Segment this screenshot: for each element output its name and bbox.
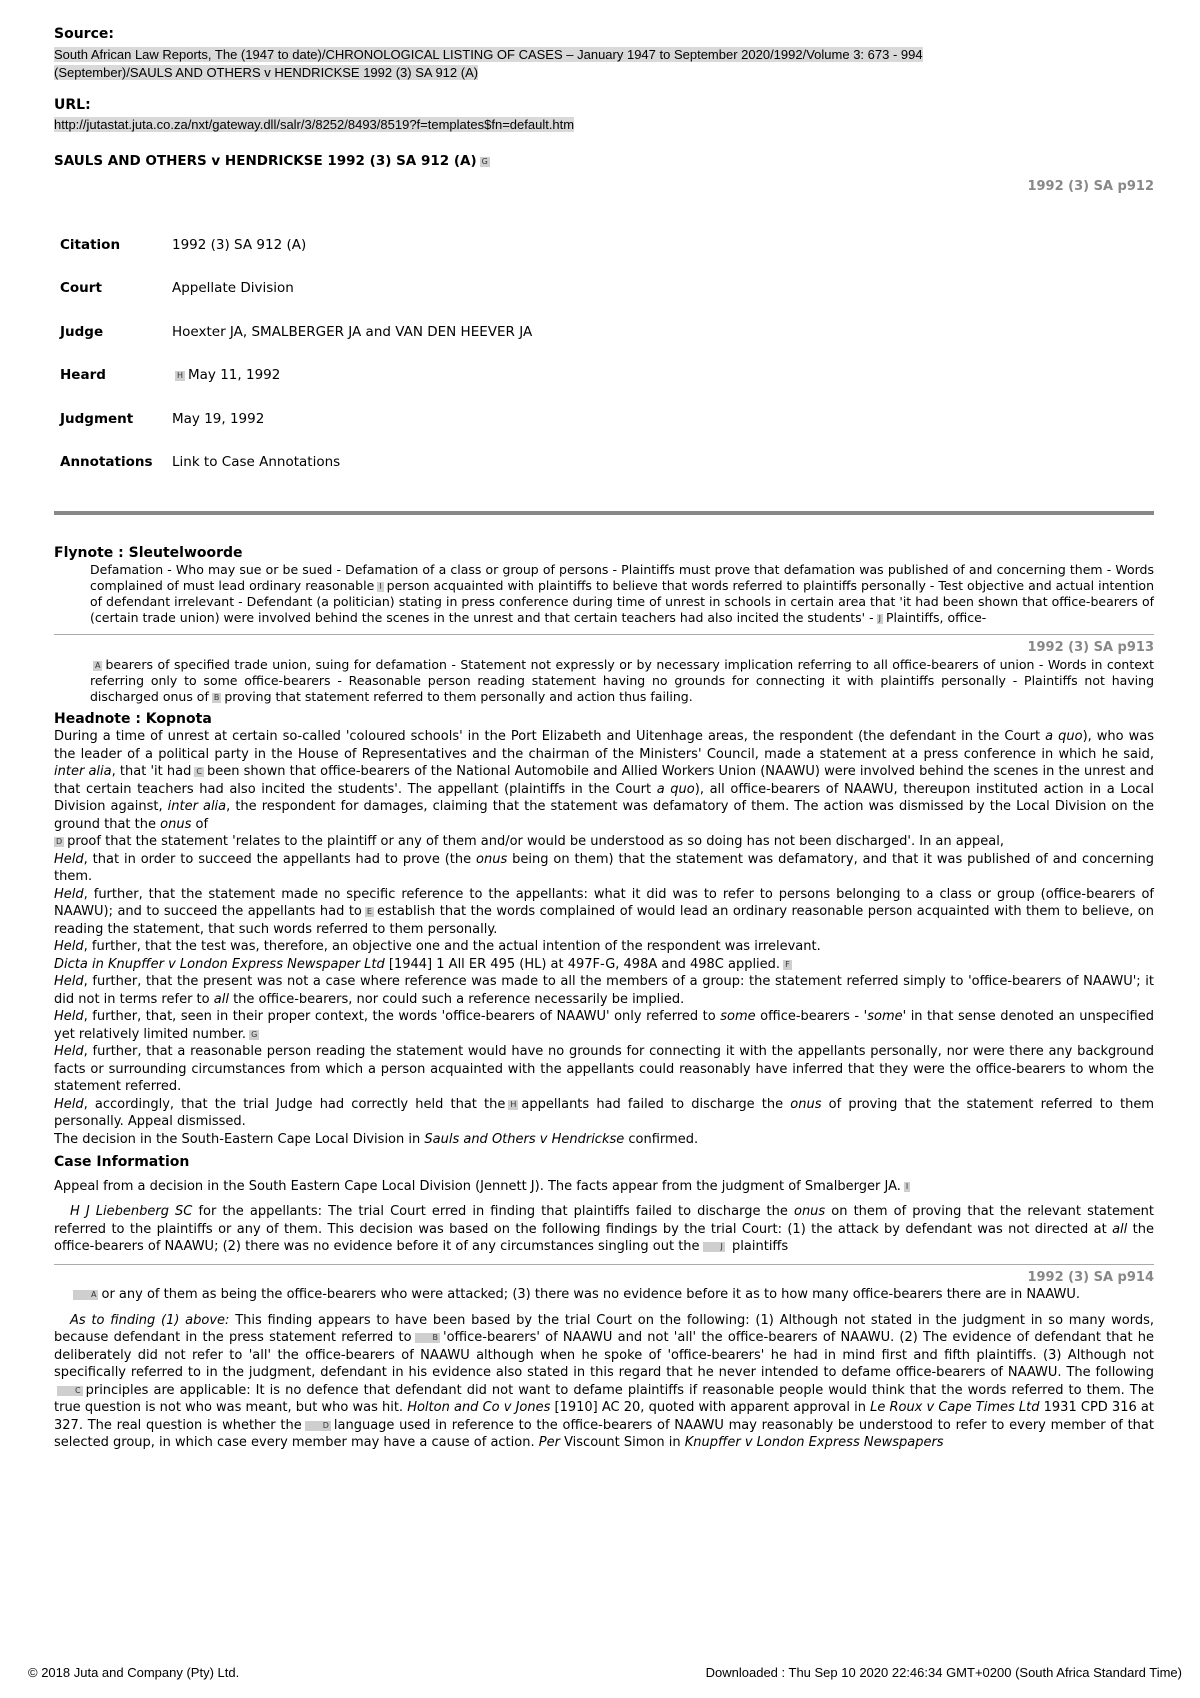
meta-row-heard: Heard H May 11, 1992 [60, 354, 532, 398]
case-info-paragraph-3: A or any of them as being the office-bearers who were attacked; (3) there was no evidence before it as to how many office-bearers there are in NAAWU. [54, 1286, 1154, 1304]
flynote-paragraph-2: A bearers of specified trade union, suing for defamation - Statement not expressly or by necessary implication referring to all office-bearers of union - Words in context referring only to some office-bearers - Reasonable person reading statement having no grounds for connecting it with plaintiffs personally - Plaintiffs not having discharged onus of B proving that statement referred to them personally and action thus failing. [90, 656, 1154, 704]
headnote-held-5: Held, further, that, seen in their proper context, the words 'office-bearers of NAAWU' only referred to some office-bearers - 'some' in that sense denoted an unspecified yet relatively limited number. G [54, 1009, 1154, 1042]
page-footer [28, 1664, 1182, 1682]
headnote-held-7: Held, accordingly, that the trial Judge had correctly held that the H appellants had failed to discharge the onus of proving that the statement referred to them personally. Appeal dismissed. [54, 1096, 1155, 1129]
source-path [54, 46, 1154, 83]
case-information-heading: Case Information [54, 1154, 190, 1170]
url-value[interactable]: http://jutastat.juta.co.za/nxt/gateway.dll/salr/3/8252/8493/8519?f=templates$fn=default.htm [54, 117, 575, 132]
headnote-paragraph-1: During a time of unrest at certain so-called 'coloured schools' in the Port Elizabeth and Uitenhage areas, the respondent (the defendant in the Court a quo), who was the leader of a political party in the House of Representatives and the chairman of the Ministers' Council, made a statement at a press conference in which he said, inter alia, that 'it had C been shown that office-bearers of the National Automobile and Allied Workers Union (NAAWU) were involved behind the scenes in the unrest and that certain teachers had also incited the students'. The appellant (plaintiffs in the Court a quo), all office-bearers of NAAWU, thereupon instituted action in a Local Division against, inter alia, the respondent for damages, claiming that the statement was defamatory of them. The action was dismissed by the Local Division on the ground that the onus of D proof that the statement 'relates to the plaintiff or any of them and/or would be understood as so doing has not been discharged'. In an appeal, [54, 729, 1155, 849]
section-divider [54, 511, 1154, 515]
page-break-rule [54, 634, 1154, 635]
headnote-held-3: Held, further, that the test was, therefore, an objective one and the actual intention of the respondent was irrelevant. [54, 939, 821, 954]
citation-value: 1992 (3) SA 912 (A) [172, 236, 307, 253]
source-line-2: (September)/SAULS AND OTHERS v HENDRICKSE 1992 (3) SA 912 (A) [54, 65, 479, 80]
copyright-text: © 2018 Juta and Company (Pty) Ltd. [28, 1665, 240, 1680]
meta-row-court: Court Appellate Division [60, 267, 532, 311]
url-label: URL: [54, 96, 91, 113]
case-info-paragraph-1: Appeal from a decision in the South Eastern Cape Local Division (Jennett J). The facts appear from the judgment of Smalberger JA. I [54, 1178, 909, 1194]
flynote-paragraph-1: Defamation - Who may sue or be sued - Defamation of a class or group of persons - Plaintiffs must prove that defamation was published of and concerning them - Words complained of must lead ordinary reasonable I person acquainted with plaintiffs to believe that words referred to plaintiffs personally - Test objective and actual intention of defendant irrelevant - Defendant (a politician) stating in press conference during time of unrest in schools in certain area that 'it had been shown that office-bearers of (certain trade union) were involved behind the scenes in the unrest and that certain teachers had also incited the students' - J Plaintiffs, office- [90, 562, 1154, 625]
page-label-913: 1992 (3) SA p913 [1027, 640, 1154, 655]
meta-row-annotations: Annotations Link to Case Annotations [60, 441, 532, 485]
page-label-912: 1992 (3) SA p912 [1027, 179, 1154, 194]
judgment-value: May 19, 1992 [172, 410, 265, 427]
headnote-held-6: Held, further, that a reasonable person reading the statement would have no grounds for connecting it with the appellants personally, nor were there any background facts or surrounding circumstances from which a person acquainted with the appellants could reasonably have inferred that they were the office-bearers to whom the statement referred. [54, 1044, 1154, 1094]
court-value: Appellate Division [172, 280, 294, 296]
headnote-held-2: Held, further, that the statement made no specific reference to the appellants: what it did was to refer to persons belonging to a class or group (office-bearers of NAAWU); and to succeed the appellants had to E establish that the words complained of would lead an ordinary reasonable person acquainted with them to believe, on reading the statement, that such words referred to them personally. [54, 886, 1154, 937]
annotations-link[interactable]: Link to Case Annotations [172, 454, 341, 470]
headnote-dicta: Dicta in Knupffer v London Express Newspaper Ltd [1944] 1 All ER 495 (HL) at 497F-G, 498A and 498C applied. F [54, 956, 790, 972]
headnote-held-4: Held, further, that the present was not a case where reference was made to all the members of a group: the statement referred simply to 'office-bearers of NAAWU'; it did not in terms refer to all the office-bearers, nor could such a reference necessarily be implied. [54, 974, 1154, 1007]
headnote-held-1: Held, that in order to succeed the appellants had to prove (the onus being on them) that the statement was defamatory, and that it was published of and concerning them. [54, 851, 1154, 884]
page-break-rule [54, 1264, 1154, 1265]
case-metadata-table [60, 224, 532, 485]
download-timestamp: Downloaded : Thu Sep 10 2020 22:46:34 GMT+0200 (South Africa Standard Time) [705, 1665, 1182, 1680]
document-page [54, 26, 1154, 1452]
meta-row-judge: Judge Hoexter JA, SMALBERGER JA and VAN DEN HEEVER JA [60, 311, 532, 355]
meta-row-citation: Citation 1992 (3) SA 912 (A) [60, 224, 532, 268]
judge-value: Hoexter JA, SMALBERGER JA and VAN DEN HEEVER JA [172, 323, 533, 340]
headnote-heading: Headnote : Kopnota [54, 710, 212, 727]
meta-row-judgment: Judgment May 19, 1992 [60, 398, 532, 442]
page-label-914: 1992 (3) SA p914 [1027, 1269, 1154, 1285]
flynote-heading: Flynote : Sleutelwoorde [54, 544, 243, 561]
source-line-1: South African Law Reports, The (1947 to date)/CHRONOLOGICAL LISTING OF CASES – January 1947 to September 2020/1992/Volume 3: 673 - 994 [54, 46, 923, 62]
page-marker: H [177, 371, 184, 380]
page-marker: G [481, 156, 488, 166]
case-info-paragraph-4: As to finding (1) above: This finding appears to have been based by the trial Court on the following: (1) Although not stated in the judgment in so many words, because defendant in the press statement referred to B 'office-bearers' of NAAWU and not 'all' the office-bearers of NAAWU. (2) The evidence of defendant that he deliberately did not refer to 'all' the office-bearers of NAAWU although when he spoke of 'office-bearers' he had in mind first and fifth plaintiffs. (3) Although not specifically referred to in the judgment, defendant in his evidence also stated in this regard that he never intended to defame office-bearers of NAAWU. The followingC principles are applicable: It is no defence that defendant did not want to defame plaintiffs if reasonable people would think that the words referred to them. The true question is not who was meant, but who was hit. Holton and Co v Jones [1910] AC 20, quoted with apparent approval in Le Roux v Cape Times Ltd 1931 CPD 316 at 327. The real question is whether the D language used in reference to the office-bearers of NAAWU may reasonably be understood to refer to every member of that selected group, in which case every member may have a cause of action. Per Viscount Simon in Knupffer v London Express Newspapers [54, 1312, 1154, 1450]
source-label: Source: [54, 26, 114, 42]
heard-value: H May 11, 1992 [177, 367, 281, 383]
headnote-decision: The decision in the South-Eastern Cape Local Division in Sauls and Others v Hendrickse confirmed. [54, 1131, 699, 1147]
case-info-paragraph-2: H J Liebenberg SC for the appellants: The trial Court erred in finding that plaintiffs failed to discharge the onus on them of proving that the relevant statement referred to the plaintiffs or any of them. This decision was based on the following findings by the trial Court: (1) the attack by defendant was not directed at all the office-bearers of NAAWU; (2) there was no evidence before it of any circumstances singling out the J plaintiffs [54, 1204, 1154, 1254]
case-title: SAULS AND OTHERS v HENDRICKSE 1992 (3) SA 912 (A) G [54, 152, 488, 169]
